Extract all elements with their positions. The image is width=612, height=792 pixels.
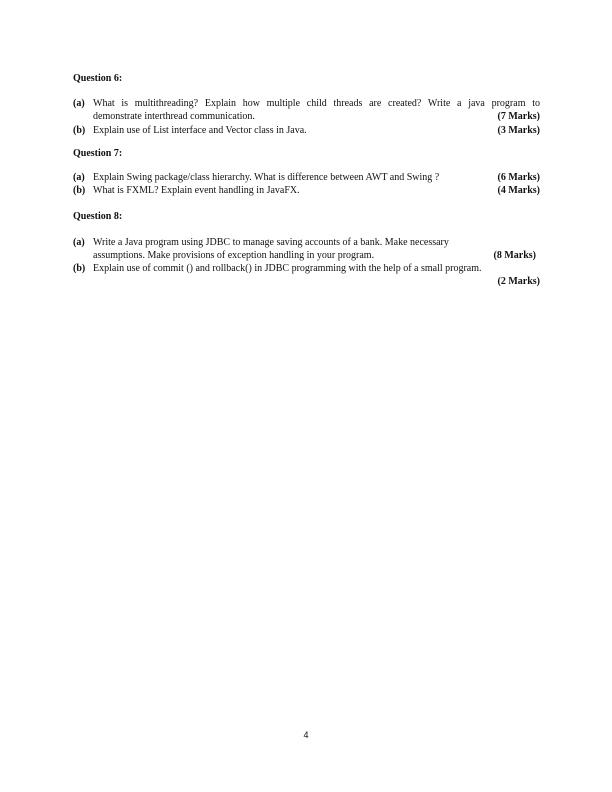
part-label: (a) (73, 172, 85, 183)
question-text-line: assumptions. Make provisions of exception handling in your program. (93, 250, 375, 262)
question-8-part-b (73, 262, 540, 287)
marks-label: (8 Marks) (493, 250, 536, 261)
question-text-line: demonstrate interthread communication. (93, 111, 255, 123)
question-text-line: Explain use of List interface and Vector class in Java. (93, 125, 307, 136)
part-label: (a) (73, 98, 85, 109)
question-7-title: Question 7: (73, 148, 123, 159)
part-label: (b) (73, 125, 86, 136)
marks-label: (7 Marks) (497, 111, 540, 122)
question-8-part-a (73, 236, 540, 262)
marks-label: (4 Marks) (497, 185, 540, 196)
question-8-title: Question 8: (73, 211, 123, 222)
question-7-part-a (73, 171, 540, 184)
question-text-line: What is FXML? Explain event handling in JavaFX. (93, 185, 300, 196)
marks-label: (3 Marks) (497, 125, 540, 136)
part-label: (b) (73, 263, 86, 274)
question-text-line: What is multithreading? Explain how multiple child threads are created? Write a java program to (93, 98, 540, 109)
question-text-line: Write a Java program using JDBC to manage saving accounts of a bank. Make necessary (93, 237, 449, 248)
question-7-part-b (73, 184, 540, 197)
question-6-part-a (73, 97, 540, 123)
question-text-line: Explain use of commit () and rollback() in JDBC programming with the help of a small program. (93, 263, 482, 274)
question-text-line: Explain Swing package/class hierarchy. What is difference between AWT and Swing ? (93, 172, 440, 183)
question-6-title: Question 6: (73, 73, 123, 84)
question-6-part-b (73, 124, 540, 137)
marks-label: (6 Marks) (497, 172, 540, 183)
page-number: 4 (303, 730, 309, 740)
marks-label: (2 Marks) (497, 276, 540, 287)
part-label: (a) (73, 237, 85, 248)
part-label: (b) (73, 185, 86, 196)
